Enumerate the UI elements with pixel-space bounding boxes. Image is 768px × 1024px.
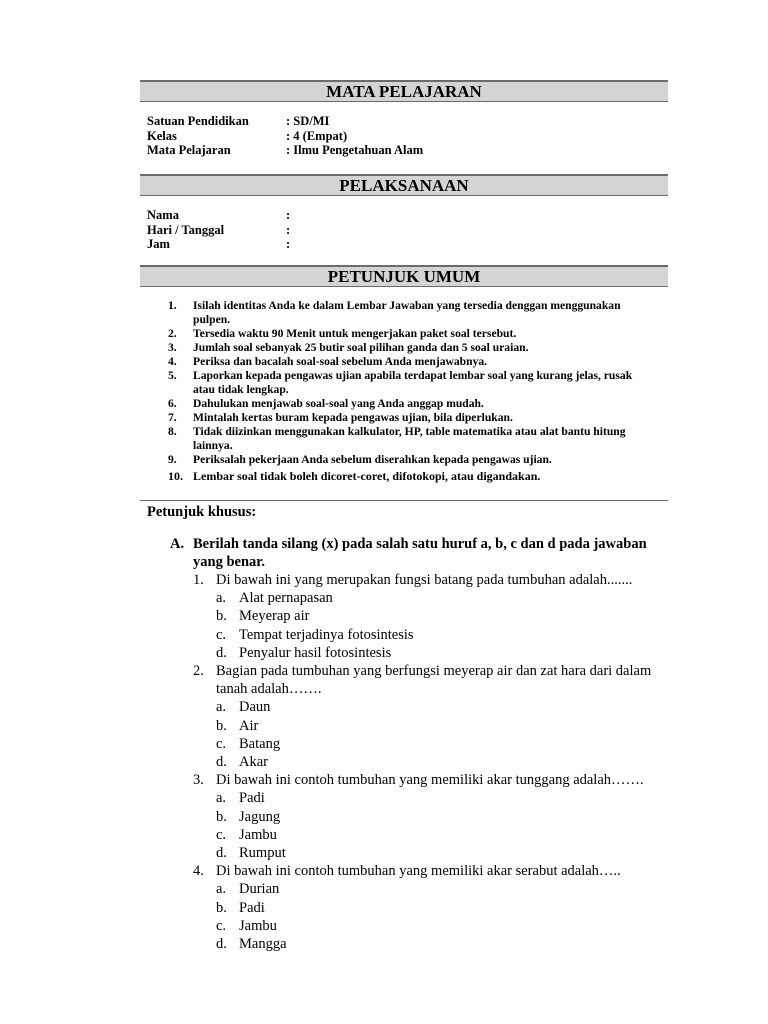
rule-number: 5. bbox=[168, 369, 177, 382]
option-letter: d. bbox=[216, 754, 227, 771]
section-divider bbox=[140, 500, 668, 501]
info-label: Kelas bbox=[147, 128, 177, 143]
pelaksanaan-info bbox=[147, 208, 290, 252]
rule-text: Periksalah pekerjaan Anda sebelum diserahkan kepada pengawas ujian. bbox=[193, 453, 552, 466]
section-header-mata-pelajaran: MATA PELAJARAN bbox=[140, 80, 668, 102]
option-text: Akar bbox=[239, 754, 268, 771]
mata-pelajaran-info bbox=[147, 114, 423, 158]
rule-text: Periksa dan bacalah soal-soal sebelum Anda menjawabnya. bbox=[193, 355, 488, 368]
question-number: 3. bbox=[193, 772, 204, 789]
answer-option bbox=[216, 735, 683, 753]
option-text: Meyerap air bbox=[239, 608, 310, 625]
question-item bbox=[193, 862, 683, 880]
option-text: Tempat terjadinya fotosintesis bbox=[239, 626, 414, 643]
info-label: Nama bbox=[147, 208, 179, 222]
rule-text: Isilah identitas Anda ke dalam Lembar Jawaban yang tersedia denggan menggunakan pulpen. bbox=[193, 299, 621, 326]
section-header-pelaksanaan: PELAKSANAAN bbox=[140, 174, 668, 196]
petunjuk-khusus-title: Petunjuk khusus: bbox=[147, 504, 257, 520]
info-value: : bbox=[286, 237, 291, 251]
info-label: Jam bbox=[147, 237, 170, 251]
question-number: 1. bbox=[193, 572, 204, 588]
question-number: 2. bbox=[193, 663, 204, 680]
answer-option bbox=[216, 607, 683, 625]
answer-option bbox=[216, 935, 683, 953]
option-text: Jambu bbox=[239, 917, 277, 934]
question-text: Bagian pada tumbuhan yang berfungsi meyerap air dan zat hara dari dalam tanah adalah……. bbox=[216, 663, 652, 698]
question-text: Di bawah ini contoh tumbuhan yang memiliki akar serabut adalah….. bbox=[216, 863, 621, 880]
info-row-tanggal bbox=[147, 223, 290, 238]
info-value: : bbox=[286, 208, 291, 222]
option-letter: b. bbox=[216, 899, 227, 916]
option-text: Padi bbox=[239, 899, 265, 916]
option-text: Batang bbox=[239, 735, 281, 752]
option-letter: b. bbox=[216, 808, 227, 825]
info-row-satuan bbox=[147, 114, 423, 129]
option-text: Jagung bbox=[239, 808, 281, 825]
option-letter: c. bbox=[216, 626, 227, 643]
option-letter: d. bbox=[216, 936, 227, 953]
info-row-nama bbox=[147, 208, 290, 223]
rule-number: 4. bbox=[168, 355, 177, 368]
rule-item bbox=[168, 327, 648, 341]
part-text: Berilah tanda silang (x) pada salah satu huruf a, b, c dan d pada jawaban yang benar. bbox=[193, 536, 647, 570]
option-letter: a. bbox=[216, 881, 227, 898]
info-row-jam bbox=[147, 237, 290, 252]
rule-number: 7. bbox=[168, 411, 177, 424]
rule-item bbox=[168, 411, 648, 425]
answer-option bbox=[216, 789, 683, 807]
rule-number: 1. bbox=[168, 299, 177, 312]
rule-number: 6. bbox=[168, 397, 177, 410]
rule-text: Mintalah kertas buram kepada pengawas ujian, bila diperlukan. bbox=[193, 411, 513, 424]
rule-number: 10. bbox=[168, 469, 183, 483]
rule-item bbox=[168, 453, 648, 467]
option-letter: a. bbox=[216, 699, 227, 716]
option-letter: a. bbox=[216, 590, 227, 607]
info-row-mapel bbox=[147, 143, 423, 158]
answer-option bbox=[216, 698, 683, 716]
info-value: : SD/MI bbox=[286, 114, 330, 128]
rule-text: Tersedia waktu 90 Menit untuk mengerjakan paket soal tersebut. bbox=[193, 327, 517, 340]
answer-option bbox=[216, 844, 683, 862]
option-letter: c. bbox=[216, 917, 227, 934]
rule-number: 2. bbox=[168, 327, 177, 340]
option-text: Daun bbox=[239, 699, 271, 716]
option-text: Alat pernapasan bbox=[239, 590, 333, 607]
question-text: Di bawah ini contoh tumbuhan yang memiliki akar tunggang adalah……. bbox=[216, 772, 644, 789]
option-letter: d. bbox=[216, 644, 227, 661]
question-list bbox=[193, 571, 683, 953]
question-text: Di bawah ini yang merupakan fungsi batang pada tumbuhan adalah....... bbox=[216, 572, 633, 588]
petunjuk-umum-list bbox=[168, 299, 648, 483]
rule-number: 3. bbox=[168, 341, 177, 354]
question-item bbox=[193, 771, 683, 789]
option-text: Padi bbox=[239, 790, 265, 807]
rule-item bbox=[168, 355, 648, 369]
answer-option bbox=[216, 808, 683, 826]
answer-option bbox=[216, 753, 683, 771]
info-value: : bbox=[286, 222, 291, 237]
option-text: Jambu bbox=[239, 826, 277, 843]
option-text: Durian bbox=[239, 881, 280, 898]
rule-text: Laporkan kepada pengawas ujian apabila terdapat lembar soal yang kurang jelas, rusak atau tidak lengkap. bbox=[193, 369, 633, 396]
answer-option bbox=[216, 826, 683, 844]
info-value: : 4 (Empat) bbox=[286, 128, 348, 143]
answer-option bbox=[216, 589, 683, 607]
rule-number: 9. bbox=[168, 453, 177, 466]
part-letter: A. bbox=[170, 536, 185, 552]
option-letter: a. bbox=[216, 790, 227, 807]
option-text: Penyalur hasil fotosintesis bbox=[239, 644, 392, 661]
answer-option bbox=[216, 880, 683, 898]
info-label: Satuan Pendidikan bbox=[147, 114, 249, 128]
rule-text: Jumlah soal sebanyak 25 butir soal pilihan ganda dan 5 soal uraian. bbox=[193, 341, 529, 354]
rule-item bbox=[168, 341, 648, 355]
rule-item bbox=[168, 369, 648, 397]
rule-item bbox=[168, 469, 648, 483]
section-header-petunjuk-umum: PETUNJUK UMUM bbox=[140, 265, 668, 287]
rule-item bbox=[168, 299, 648, 327]
option-letter: d. bbox=[216, 845, 227, 862]
question-item bbox=[193, 571, 683, 589]
option-letter: c. bbox=[216, 735, 227, 752]
rule-item bbox=[168, 397, 648, 411]
answer-option bbox=[216, 644, 683, 662]
answer-option bbox=[216, 899, 683, 917]
answer-option bbox=[216, 917, 683, 935]
option-letter: c. bbox=[216, 826, 227, 843]
question-number: 4. bbox=[193, 863, 204, 880]
answer-option bbox=[216, 717, 683, 735]
rule-text: Tidak diizinkan menggunakan kalkulator, HP, table matematika atau alat bantu hitung lainnya. bbox=[193, 425, 626, 452]
option-letter: b. bbox=[216, 608, 227, 625]
question-item bbox=[193, 662, 683, 698]
rule-text: Dahulukan menjawab soal-soal yang Anda anggap mudah. bbox=[193, 397, 484, 410]
part-a-instruction bbox=[170, 535, 670, 571]
option-text: Air bbox=[239, 717, 259, 734]
rule-text: Lembar soal tidak boleh dicoret-coret, difotokopi, atau digandakan. bbox=[193, 469, 541, 483]
option-text: Rumput bbox=[239, 845, 286, 862]
option-text: Mangga bbox=[239, 936, 287, 953]
info-label: Mata Pelajaran bbox=[147, 143, 231, 157]
info-value: : Ilmu Pengetahuan Alam bbox=[286, 143, 424, 157]
info-row-kelas bbox=[147, 129, 423, 144]
answer-option bbox=[216, 626, 683, 644]
rule-number: 8. bbox=[168, 425, 177, 438]
option-letter: b. bbox=[216, 717, 227, 734]
rule-item bbox=[168, 425, 648, 453]
info-label: Hari / Tanggal bbox=[147, 222, 225, 237]
